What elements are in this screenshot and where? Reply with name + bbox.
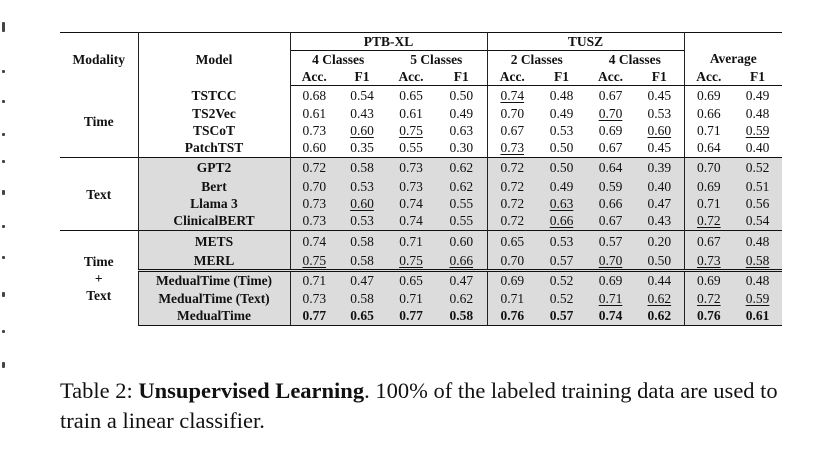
cell: 0.63: [537, 195, 586, 212]
cell: 0.48: [733, 231, 782, 252]
cell: 0.70: [598, 105, 623, 121]
tusz-2classes-header: 2 Classes: [487, 51, 586, 69]
average-header: Average: [684, 33, 782, 69]
cell: 0.72: [290, 158, 338, 178]
cell: 0.54: [350, 87, 374, 103]
model-name: MedualTime (Text): [138, 290, 290, 307]
cell: 0.47: [338, 271, 386, 290]
group-label-time-text: [60, 231, 138, 326]
page-edge-marks: [0, 0, 14, 465]
model-header: Model: [138, 33, 290, 86]
cell: 0.66: [586, 195, 635, 212]
cell: 0.69: [487, 271, 537, 290]
cell: 0.60: [302, 140, 327, 156]
model-name: Bert: [138, 178, 290, 195]
tusz-header: TUSZ: [487, 33, 684, 51]
cell: 0.59: [733, 290, 782, 307]
cell: 0.73: [290, 212, 338, 231]
cell: 0.43: [350, 105, 374, 121]
model-name: METS: [138, 231, 290, 252]
table-row: [60, 158, 782, 178]
cell: 0.73: [302, 122, 327, 138]
model-name: MedualTime: [138, 307, 290, 326]
cell: 0.43: [635, 212, 684, 231]
table-row: [60, 290, 782, 307]
model-name: TSTCC: [138, 86, 290, 105]
table-row: [60, 252, 782, 271]
cell: 0.59: [745, 122, 770, 138]
cell: 0.55: [436, 212, 487, 231]
cell: 0.71: [586, 290, 635, 307]
cell: 0.49: [549, 105, 574, 121]
cell: 0.57: [586, 231, 635, 252]
cell: 0.74: [290, 231, 338, 252]
model-name: MERL: [138, 252, 290, 271]
group-label-time: Time: [60, 86, 138, 158]
cell: 0.66: [537, 212, 586, 231]
cell: 0.53: [338, 212, 386, 231]
cell: 0.53: [549, 122, 574, 138]
cell: 0.75: [386, 252, 436, 271]
cell: 0.76: [684, 307, 733, 326]
metric-header-f1: F1: [635, 68, 684, 86]
metric-header-acc: Acc.: [684, 68, 733, 86]
table-row: [60, 139, 782, 158]
cell: 0.70: [500, 105, 525, 121]
cell: 0.58: [338, 290, 386, 307]
cell: 0.73: [684, 252, 733, 271]
metric-header-f1: F1: [537, 68, 586, 86]
ptbxl-header: PTB-XL: [290, 33, 487, 51]
cell: 0.71: [386, 290, 436, 307]
cell: 0.47: [635, 195, 684, 212]
model-name: ClinicalBERT: [138, 212, 290, 231]
cell: 0.73: [386, 178, 436, 195]
cell: 0.63: [436, 122, 487, 139]
cell: 0.70: [487, 252, 537, 271]
table-row: [60, 86, 782, 105]
cell: 0.71: [290, 271, 338, 290]
group-label-line: Text: [86, 287, 112, 303]
table-row: [60, 271, 782, 290]
model-name: TS2Vec: [138, 105, 290, 122]
cell: 0.70: [290, 178, 338, 195]
cell: 0.49: [745, 87, 770, 103]
metric-header-acc: Acc.: [290, 68, 338, 86]
cell: 0.67: [598, 87, 623, 103]
cell: 0.76: [487, 307, 537, 326]
cell: 0.52: [537, 271, 586, 290]
group-label-text: Text: [60, 158, 138, 231]
cell: 0.69: [598, 122, 623, 138]
cell: 0.54: [733, 212, 782, 231]
cell: 0.68: [302, 87, 327, 103]
cell: 0.60: [635, 122, 684, 139]
cell: 0.65: [338, 307, 386, 326]
cell: 0.55: [399, 140, 423, 156]
table-caption: [60, 376, 800, 436]
cell: 0.20: [635, 231, 684, 252]
model-name: TSCoT: [138, 122, 290, 139]
table-row: [60, 105, 782, 122]
cell: 0.39: [635, 158, 684, 178]
cell: 0.77: [386, 307, 436, 326]
cell: 0.59: [586, 178, 635, 195]
cell: 0.35: [350, 140, 374, 156]
cell: 0.74: [500, 87, 525, 103]
results-table: [60, 32, 782, 326]
cell: 0.58: [733, 252, 782, 271]
ptbxl-5classes-header: 5 Classes: [386, 51, 487, 69]
metric-header-f1: F1: [338, 68, 386, 86]
cell: 0.71: [684, 195, 733, 212]
cell: 0.53: [635, 105, 684, 122]
cell: 0.62: [436, 158, 487, 178]
group-label-line: +: [94, 270, 103, 286]
cell: 0.69: [684, 271, 733, 290]
cell: 0.58: [436, 307, 487, 326]
cell: 0.72: [487, 212, 537, 231]
cell: 0.71: [487, 290, 537, 307]
metric-header-f1: F1: [436, 68, 487, 86]
model-name: PatchTST: [138, 139, 290, 158]
cell: 0.74: [586, 307, 635, 326]
cell: 0.72: [487, 178, 537, 195]
cell: 0.51: [733, 178, 782, 195]
cell: 0.58: [338, 252, 386, 271]
cell: 0.67: [598, 140, 623, 156]
cell: 0.62: [436, 178, 487, 195]
cell: 0.49: [436, 105, 487, 122]
cell: 0.53: [537, 231, 586, 252]
cell: 0.72: [684, 290, 733, 307]
cell: 0.67: [684, 231, 733, 252]
ptbxl-4classes-header: 4 Classes: [290, 51, 386, 69]
cell: 0.67: [500, 122, 525, 138]
cell: 0.40: [635, 178, 684, 195]
table-row: [60, 122, 782, 139]
cell: 0.61: [302, 105, 327, 121]
group-label-line: Time: [83, 253, 114, 269]
cell: 0.60: [338, 195, 386, 212]
cell: 0.62: [436, 290, 487, 307]
cell: 0.48: [733, 271, 782, 290]
cell: 0.58: [338, 158, 386, 178]
model-name: MedualTime (Time): [138, 271, 290, 290]
cell: 0.53: [338, 178, 386, 195]
metric-header-acc: Acc.: [586, 68, 635, 86]
cell: 0.74: [386, 212, 436, 231]
cell: 0.55: [436, 195, 487, 212]
cell: 0.57: [537, 252, 586, 271]
caption-label: Table 2:: [60, 378, 139, 403]
cell: 0.58: [338, 231, 386, 252]
cell: 0.48: [549, 87, 574, 103]
tusz-4classes-header: 4 Classes: [586, 51, 684, 69]
cell: 0.65: [399, 87, 423, 103]
cell: 0.71: [386, 231, 436, 252]
cell: 0.74: [386, 195, 436, 212]
cell: 0.44: [635, 271, 684, 290]
cell: 0.73: [290, 195, 338, 212]
results-table-wrapper: [60, 32, 782, 326]
cell: 0.66: [436, 252, 487, 271]
cell: 0.64: [586, 158, 635, 178]
cell: 0.69: [696, 87, 721, 103]
cell: 0.40: [745, 140, 770, 156]
cell: 0.73: [500, 140, 525, 156]
cell: 0.60: [436, 231, 487, 252]
cell: 0.61: [399, 105, 423, 121]
modality-header: Modality: [60, 33, 138, 86]
cell: 0.70: [586, 252, 635, 271]
model-name: GPT2: [138, 158, 290, 178]
table-row: [60, 178, 782, 195]
cell: 0.72: [487, 195, 537, 212]
cell: 0.75: [290, 252, 338, 271]
cell: 0.66: [696, 105, 721, 121]
table-row: [60, 212, 782, 231]
cell: 0.49: [537, 178, 586, 195]
cell: 0.50: [549, 140, 574, 156]
cell: 0.64: [696, 140, 721, 156]
cell: 0.30: [436, 139, 487, 158]
cell: 0.61: [733, 307, 782, 326]
header-row-datasets: [60, 33, 782, 51]
table-row: [60, 307, 782, 326]
cell: 0.45: [635, 139, 684, 158]
cell: 0.67: [586, 212, 635, 231]
cell: 0.69: [684, 178, 733, 195]
caption-text: . 100% of the labeled training data are used to train a linear classifier.: [60, 378, 778, 433]
cell: 0.77: [290, 307, 338, 326]
cell: 0.73: [386, 158, 436, 178]
cell: 0.71: [696, 122, 721, 138]
metric-header-acc: Acc.: [386, 68, 436, 86]
caption-title: Unsupervised Learning: [138, 378, 365, 403]
cell: 0.62: [635, 307, 684, 326]
cell: 0.50: [537, 158, 586, 178]
cell: 0.48: [745, 105, 770, 121]
table-row: [60, 231, 782, 252]
model-name: Llama 3: [138, 195, 290, 212]
metric-header-acc: Acc.: [487, 68, 537, 86]
cell: 0.57: [537, 307, 586, 326]
cell: 0.72: [684, 212, 733, 231]
cell: 0.65: [386, 271, 436, 290]
cell: 0.56: [733, 195, 782, 212]
cell: 0.70: [684, 158, 733, 178]
cell: 0.60: [350, 122, 374, 138]
cell: 0.73: [290, 290, 338, 307]
cell: 0.50: [436, 86, 487, 105]
cell: 0.69: [586, 271, 635, 290]
cell: 0.75: [399, 122, 423, 138]
cell: 0.45: [635, 86, 684, 105]
cell: 0.52: [733, 158, 782, 178]
cell: 0.50: [635, 252, 684, 271]
metric-header-f1: F1: [733, 68, 782, 86]
table-row: [60, 195, 782, 212]
cell: 0.47: [436, 271, 487, 290]
cell: 0.72: [487, 158, 537, 178]
cell: 0.52: [537, 290, 586, 307]
cell: 0.62: [635, 290, 684, 307]
cell: 0.65: [487, 231, 537, 252]
